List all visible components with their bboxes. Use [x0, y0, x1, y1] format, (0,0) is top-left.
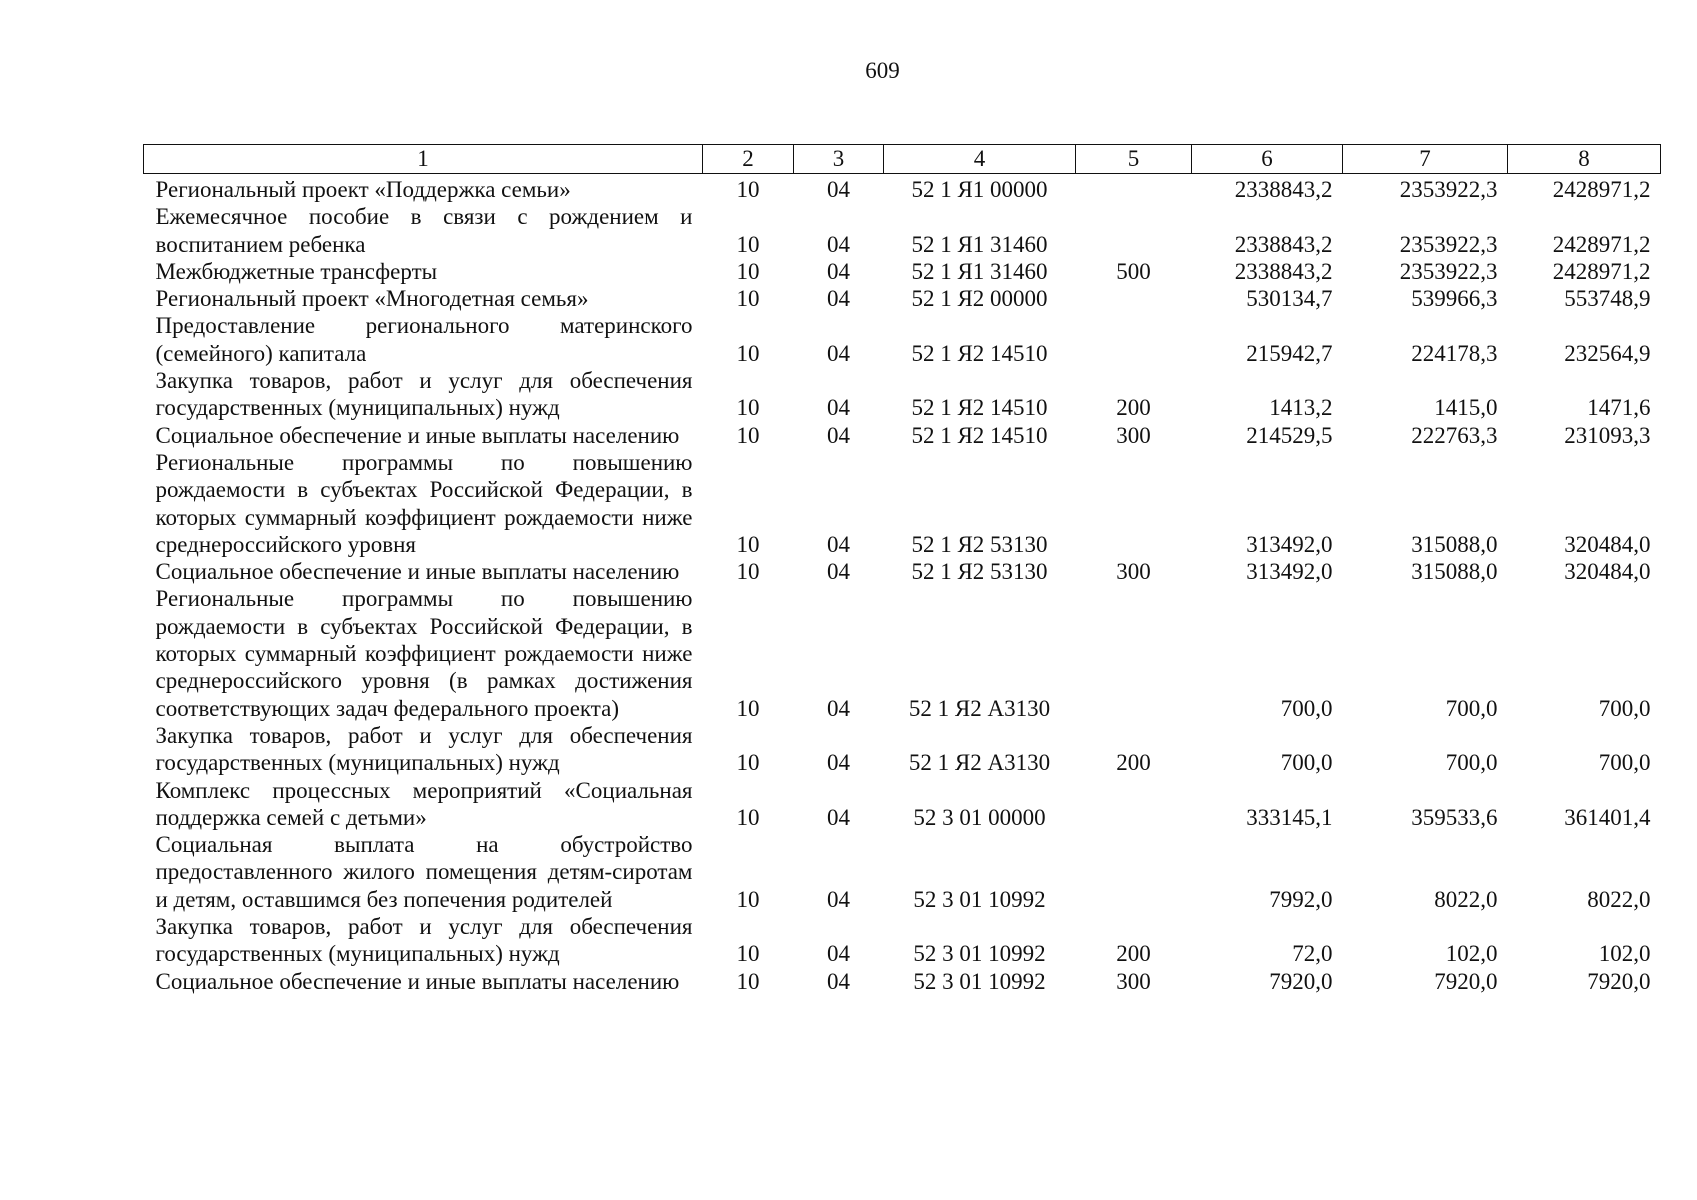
amount-col-7: 700,0 [1445, 695, 1498, 721]
table-row [144, 585, 1661, 721]
subsection-code: 04 [827, 804, 850, 830]
amount-col-8: 8022,0 [1587, 886, 1651, 912]
amount-col-7: 359533,6 [1411, 804, 1498, 830]
amount-col-7: 8022,0 [1434, 886, 1498, 912]
target-article-code: 52 1 Я2 А3130 [908, 750, 1051, 776]
amount-col-6: 2338843,2 [1234, 231, 1333, 257]
target-article-code: 52 3 01 10992 [913, 941, 1046, 967]
amount-col-6: 1413,2 [1269, 395, 1333, 421]
section-code: 10 [736, 695, 760, 721]
expense-type-code: 300 [1116, 559, 1151, 585]
expense-type-code: 200 [1116, 750, 1151, 776]
subsection-code: 04 [827, 286, 850, 312]
table-row [144, 312, 1661, 367]
expense-type-code [1076, 831, 1192, 913]
amount-col-6: 333145,1 [1246, 804, 1333, 830]
target-article-code: 52 1 Я2 14510 [911, 340, 1048, 366]
item-name: Предоставление регионального материнского (семейного) капитала [155, 313, 693, 366]
amount-col-6: 2338843,2 [1234, 177, 1333, 202]
expense-type-code: 200 [1116, 941, 1151, 967]
subsection-code: 04 [827, 750, 850, 776]
table-body [144, 174, 1661, 995]
item-name: Региональный проект «Многодетная семья» [155, 286, 589, 312]
amount-col-8: 553748,9 [1564, 286, 1651, 312]
table-row [144, 203, 1661, 258]
amount-col-8: 231093,3 [1564, 422, 1651, 448]
amount-col-8: 700,0 [1598, 750, 1651, 776]
table-row [144, 968, 1661, 995]
item-name: Закупка товаров, работ и услуг для обеспечения государственных (муниципальных) нужд [155, 914, 693, 967]
amount-col-7: 2353922,3 [1399, 231, 1498, 257]
amount-col-8: 320484,0 [1564, 559, 1651, 585]
amount-col-8: 2428971,2 [1552, 177, 1651, 202]
expense-type-code [1076, 449, 1192, 558]
amount-col-8: 700,0 [1598, 695, 1651, 721]
expense-type-code [1076, 174, 1192, 204]
amount-col-8: 361401,4 [1564, 804, 1651, 830]
section-code: 10 [736, 340, 760, 366]
amount-col-7: 2353922,3 [1399, 258, 1498, 284]
subsection-code: 04 [827, 340, 850, 366]
column-header-2: 2 [703, 145, 794, 174]
section-code: 10 [736, 395, 760, 421]
column-header-1: 1 [144, 145, 703, 174]
amount-col-7: 315088,0 [1411, 531, 1498, 557]
expense-type-code: 300 [1116, 968, 1151, 994]
section-code: 10 [736, 531, 760, 557]
amount-col-7: 1415,0 [1434, 395, 1498, 421]
table-row [144, 367, 1661, 422]
target-article-code: 52 1 Я2 14510 [911, 422, 1048, 448]
section-code: 10 [736, 559, 760, 585]
amount-col-6: 7992,0 [1269, 886, 1333, 912]
column-header-6: 6 [1192, 145, 1343, 174]
subsection-code: 04 [827, 695, 850, 721]
expense-type-code [1076, 312, 1192, 367]
target-article-code: 52 1 Я1 31460 [911, 231, 1048, 257]
section-code: 10 [736, 750, 760, 776]
item-name: Региональный проект «Поддержка семьи» [155, 177, 571, 202]
amount-col-8: 7920,0 [1587, 968, 1651, 994]
target-article-code: 52 3 01 10992 [913, 886, 1046, 912]
amount-col-8: 232564,9 [1564, 340, 1651, 366]
column-header-7: 7 [1343, 145, 1508, 174]
item-name: Комплекс процессных мероприятий «Социальная поддержка семей с детьми» [155, 777, 693, 830]
item-name: Социальное обеспечение и иные выплаты населению [155, 559, 680, 585]
target-article-code: 52 3 01 10992 [913, 968, 1046, 994]
item-name: Региональные программы по повышению рождаемости в субъектах Российской Федерации, в которых суммарный коэффициент рождаемости ниже среднероссийского уровня (в рамках достижения соответствующих задач федерального проекта) [155, 586, 693, 721]
expense-type-code: 500 [1116, 258, 1151, 284]
section-code: 10 [736, 941, 760, 967]
table-row [144, 174, 1661, 204]
column-header-8: 8 [1508, 145, 1661, 174]
section-code: 10 [736, 422, 760, 448]
item-name: Ежемесячное пособие в связи с рождением и воспитанием ребенка [155, 204, 693, 257]
table-row [144, 449, 1661, 558]
expense-type-code: 200 [1116, 395, 1151, 421]
amount-col-7: 700,0 [1445, 750, 1498, 776]
subsection-code: 04 [827, 422, 850, 448]
amount-col-6: 72,0 [1292, 941, 1333, 967]
subsection-code: 04 [827, 395, 850, 421]
amount-col-6: 530134,7 [1246, 286, 1333, 312]
amount-col-6: 2338843,2 [1234, 258, 1333, 284]
amount-col-6: 700,0 [1280, 695, 1333, 721]
subsection-code: 04 [827, 531, 850, 557]
target-article-code: 52 1 Я2 А3130 [908, 695, 1051, 721]
section-code: 10 [736, 258, 760, 284]
amount-col-8: 2428971,2 [1552, 231, 1651, 257]
item-name: Закупка товаров, работ и услуг для обеспечения государственных (муниципальных) нужд [155, 722, 693, 776]
amount-col-6: 214529,5 [1246, 422, 1333, 448]
section-code: 10 [736, 231, 760, 257]
amount-col-7: 7920,0 [1434, 968, 1498, 994]
amount-col-7: 102,0 [1445, 941, 1498, 967]
target-article-code: 52 1 Я2 00000 [911, 286, 1048, 312]
subsection-code: 04 [827, 941, 850, 967]
subsection-code: 04 [827, 886, 850, 912]
table-row [144, 422, 1661, 449]
target-article-code: 52 1 Я2 14510 [911, 395, 1048, 421]
expense-type-code [1076, 285, 1192, 312]
amount-col-7: 539966,3 [1411, 286, 1498, 312]
column-header-3: 3 [794, 145, 884, 174]
amount-col-7: 2353922,3 [1399, 177, 1498, 202]
subsection-code: 04 [827, 559, 850, 585]
target-article-code: 52 1 Я2 53130 [911, 559, 1048, 585]
subsection-code: 04 [827, 231, 850, 257]
amount-col-7: 315088,0 [1411, 559, 1498, 585]
target-article-code: 52 3 01 00000 [913, 804, 1046, 830]
item-name: Закупка товаров, работ и услуг для обеспечения государственных (муниципальных) нужд [155, 368, 693, 421]
column-header-4: 4 [884, 145, 1076, 174]
amount-col-6: 700,0 [1280, 750, 1333, 776]
target-article-code: 52 1 Я1 31460 [911, 258, 1048, 284]
amount-col-7: 222763,3 [1411, 422, 1498, 448]
item-name: Межбюджетные трансферты [155, 258, 438, 284]
table-row [144, 777, 1661, 832]
amount-col-6: 7920,0 [1269, 968, 1333, 994]
expense-type-code [1076, 203, 1192, 258]
table-row [144, 913, 1661, 968]
amount-col-6: 313492,0 [1246, 559, 1333, 585]
table-row [144, 258, 1661, 285]
section-code: 10 [736, 177, 760, 202]
expense-type-code: 300 [1116, 422, 1151, 448]
section-code: 10 [736, 804, 760, 830]
budget-table [143, 144, 1661, 995]
item-name: Социальное обеспечение и иные выплаты населению [155, 968, 680, 994]
amount-col-8: 102,0 [1598, 941, 1651, 967]
target-article-code: 52 1 Я2 53130 [911, 531, 1048, 557]
header-row [144, 145, 1661, 174]
section-code: 10 [736, 886, 760, 912]
table-row [144, 558, 1661, 585]
expense-type-code [1076, 585, 1192, 721]
target-article-code: 52 1 Я1 00000 [911, 177, 1048, 202]
table-row [144, 722, 1661, 777]
item-name: Региональные программы по повышению рождаемости в субъектах Российской Федерации, в которых суммарный коэффициент рождаемости ниже среднероссийского уровня [155, 449, 693, 557]
item-name: Социальное обеспечение и иные выплаты населению [155, 422, 680, 448]
subsection-code: 04 [827, 258, 850, 284]
amount-col-8: 2428971,2 [1552, 258, 1651, 284]
amount-col-8: 320484,0 [1564, 531, 1651, 557]
section-code: 10 [736, 286, 760, 312]
table-row [144, 285, 1661, 312]
column-header-5: 5 [1076, 145, 1192, 174]
subsection-code: 04 [827, 968, 850, 994]
table-header [144, 145, 1661, 174]
amount-col-6: 215942,7 [1246, 340, 1333, 366]
page-number: 609 [865, 58, 900, 83]
expense-type-code [1076, 777, 1192, 832]
subsection-code: 04 [827, 177, 850, 202]
amount-col-6: 313492,0 [1246, 531, 1333, 557]
item-name: Социальная выплата на обустройство предоставленного жилого помещения детям-сиротам и детям, оставшимся без попечения родителей [155, 832, 693, 912]
amount-col-8: 1471,6 [1587, 395, 1651, 421]
amount-col-7: 224178,3 [1411, 340, 1498, 366]
table-row [144, 831, 1661, 913]
section-code: 10 [736, 968, 760, 994]
